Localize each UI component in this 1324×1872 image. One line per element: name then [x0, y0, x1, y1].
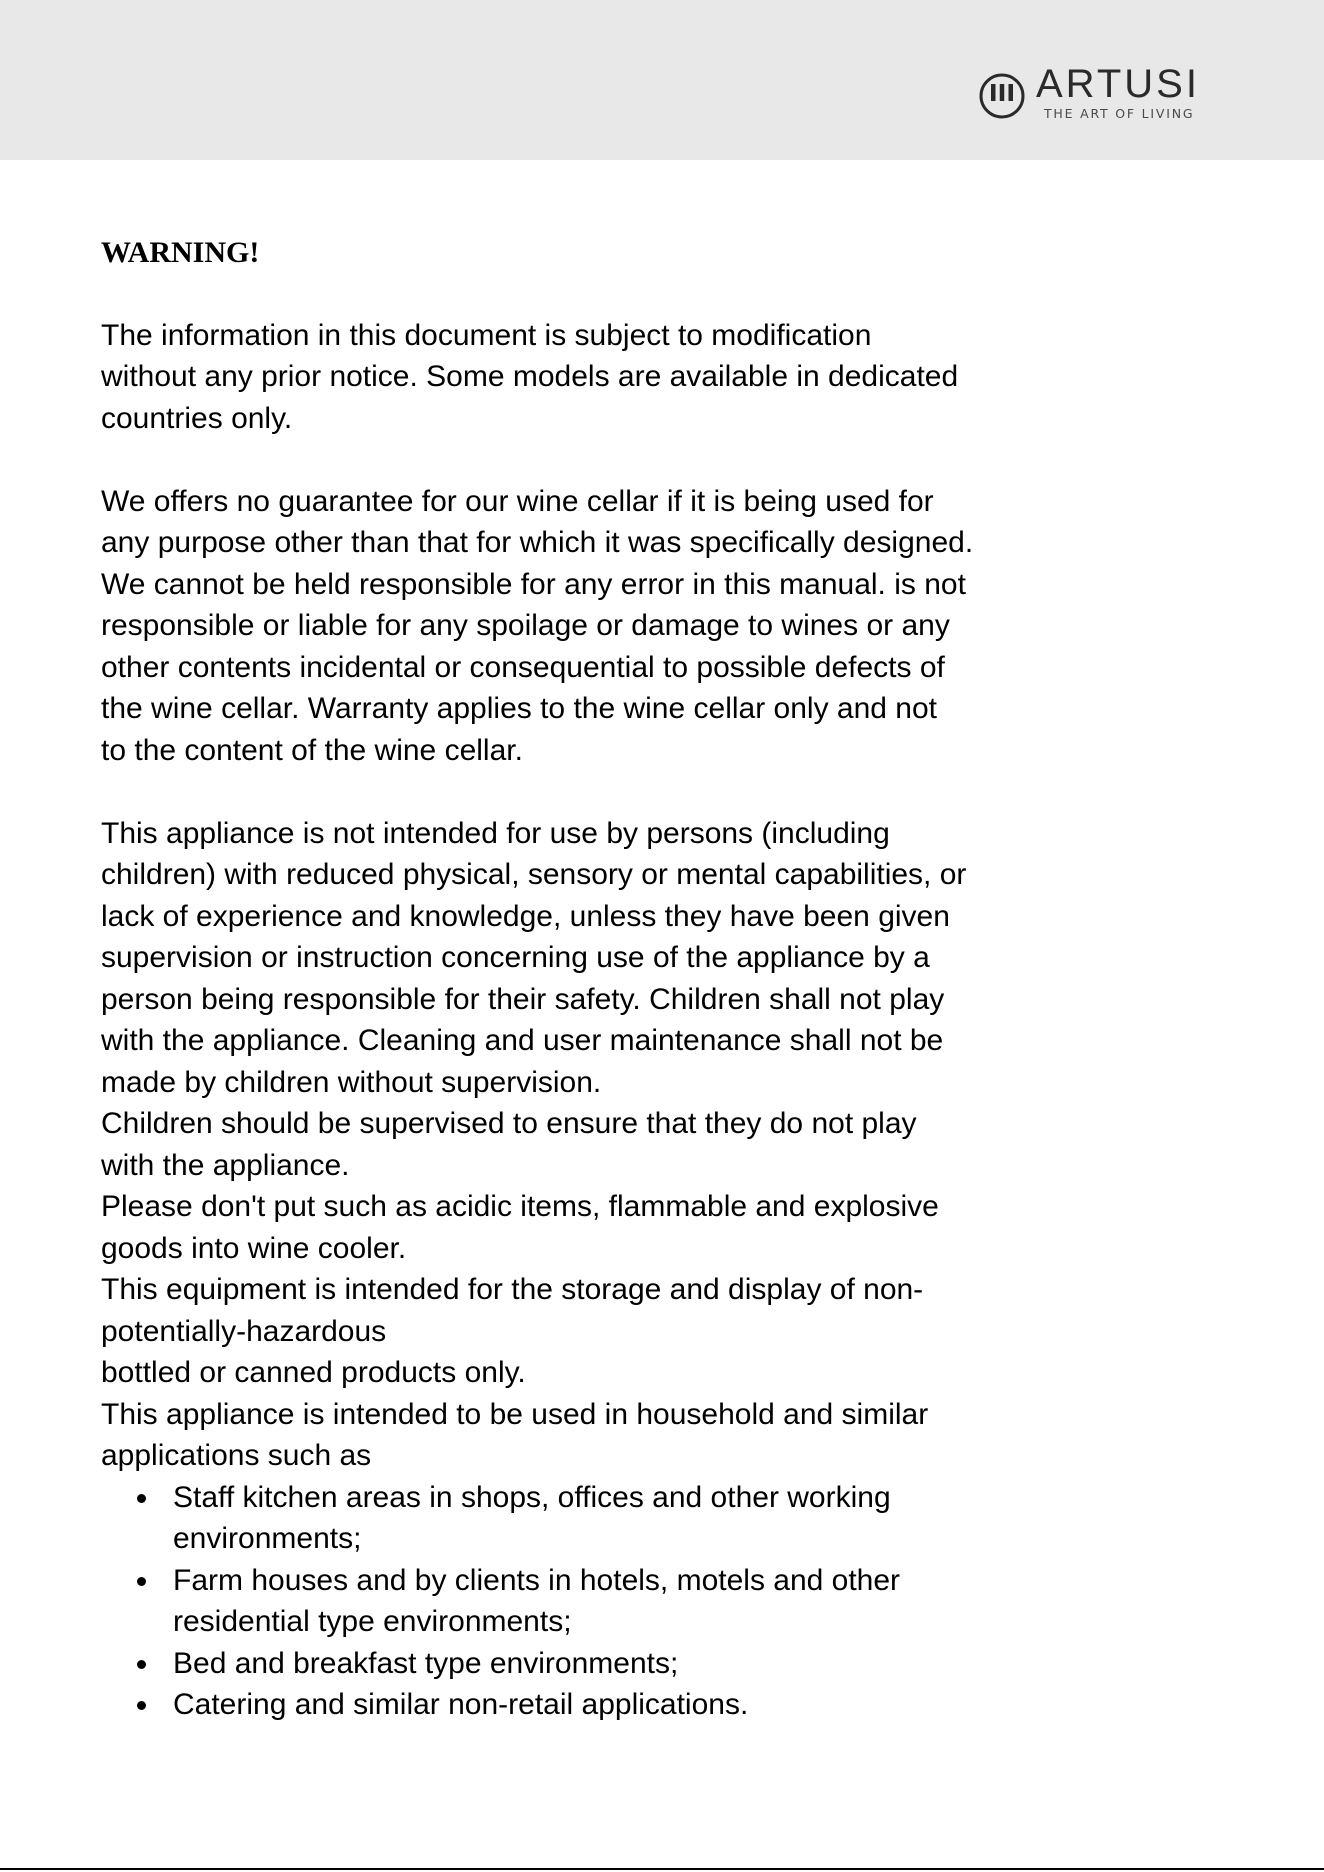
text-line: to the content of the wine cellar. — [101, 733, 523, 767]
header-band — [0, 0, 1324, 160]
paragraph-modification — [101, 315, 1221, 440]
text-line: other contents incidental or consequential to possible defects of — [101, 650, 945, 684]
text-line: Children should be supervised to ensure that they do not play — [101, 1107, 917, 1140]
list-item — [173, 1643, 1221, 1685]
footer-divider — [0, 1868, 1324, 1870]
applications-list — [101, 1477, 1221, 1726]
text-line: goods into wine cooler. — [101, 1231, 407, 1265]
text-line: any purpose other than that for which it was specifically designed. — [101, 526, 974, 559]
text-line: residential type environments; — [173, 1605, 572, 1638]
paragraph-safety — [101, 813, 1221, 1477]
brand-tagline: THE ART OF LIVING — [1044, 106, 1195, 121]
document-body — [101, 232, 1221, 1726]
text-line: Catering and similar non-retail applications. — [173, 1688, 749, 1721]
text-line: responsible or liable for any spoilage or damage to wines or any — [101, 609, 950, 642]
text-line: This equipment is intended for the storage and display of non- — [101, 1273, 924, 1306]
list-item — [173, 1477, 1221, 1560]
text-line: environments; — [173, 1522, 362, 1555]
text-line: children) with reduced physical, sensory or mental capabilities, or — [101, 858, 967, 891]
text-line: lack of experience and knowledge, unless they have been given — [101, 899, 950, 933]
text-line: Bed and breakfast type environments; — [173, 1646, 679, 1680]
text-line: with the appliance. Cleaning and user maintenance shall not be — [101, 1024, 944, 1057]
text-line: potentially-hazardous — [101, 1314, 387, 1348]
text-line: Staff kitchen areas in shops, offices and other working — [173, 1480, 891, 1514]
brand-logo — [978, 62, 1228, 126]
text-line: bottled or canned products only. — [101, 1356, 526, 1389]
text-line: This appliance is intended to be used in household and similar — [101, 1397, 929, 1431]
text-line: Farm houses and by clients in hotels, motels and other — [173, 1563, 901, 1597]
text-line: countries only. — [101, 401, 293, 435]
paragraph-guarantee — [101, 481, 1221, 772]
text-line: without any prior notice. Some models are available in dedicated — [101, 360, 959, 393]
text-line: the wine cellar. Warranty applies to the wine cellar only and not — [101, 692, 938, 725]
text-line: supervision or instruction concerning use of the appliance by a — [101, 941, 930, 974]
warning-title: WARNING! — [101, 236, 260, 269]
list-item — [173, 1684, 1221, 1726]
text-line: applications such as — [101, 1439, 372, 1472]
text-line: with the appliance. — [101, 1148, 350, 1182]
text-line: Please don't put such as acidic items, flammable and explosive — [101, 1190, 939, 1223]
text-line: We offers no guarantee for our wine cellar if it is being used for — [101, 484, 934, 518]
text-line: The information in this document is subject to modification — [101, 318, 872, 352]
brand-name: ARTUSI — [1036, 62, 1200, 106]
text-line: This appliance is not intended for use by persons (including — [101, 816, 890, 850]
text-line: made by children without supervision. — [101, 1065, 602, 1099]
text-line: person being responsible for their safety. Children shall not play — [101, 982, 945, 1016]
text-line: We cannot be held responsible for any error in this manual. is not — [101, 567, 966, 601]
list-item — [173, 1560, 1221, 1643]
artusi-logo-icon — [978, 72, 1026, 120]
